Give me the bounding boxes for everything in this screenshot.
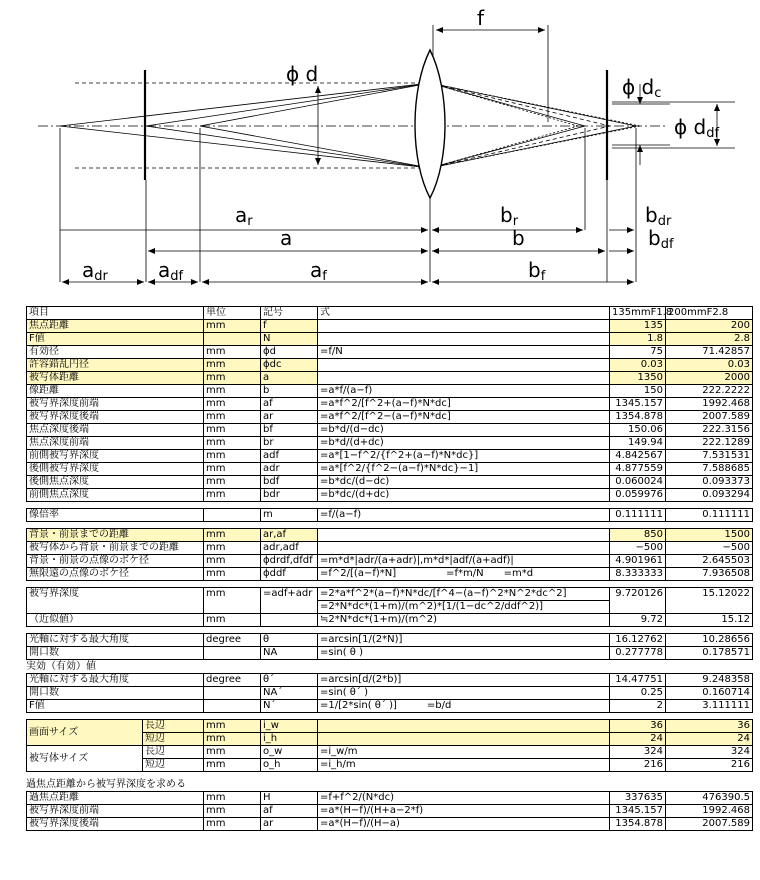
cell-unit: mm (204, 489, 261, 502)
cell-formula (318, 320, 610, 333)
cell-unit: mm (204, 720, 261, 733)
cell-value-1: 1350 (610, 372, 666, 385)
cell-item: 背景・前景までの距離 (27, 529, 204, 542)
cell-unit: mm (204, 424, 261, 437)
table-row (27, 359, 753, 372)
cell-value-2: 0.160714 (666, 687, 753, 700)
cell-value-1: 150.06 (610, 424, 666, 437)
cell-formula (318, 529, 610, 542)
cell-symbol: ar,af (261, 529, 318, 542)
cell-value-2: 24 (666, 733, 753, 746)
cell-formula (318, 542, 610, 555)
cell-item: 後側焦点深度 (27, 476, 204, 489)
table-row (27, 450, 753, 463)
cell-value-2: 2007.589 (666, 411, 753, 424)
cell-value-2: 71.42857 (666, 346, 753, 359)
cell-symbol: bdr (261, 489, 318, 502)
table-row (27, 424, 753, 437)
header-lens1: 135mmF1.8 (610, 307, 666, 320)
cell-formula: =b*d/(d−dc) (318, 424, 610, 437)
cell-value-2: 36 (666, 720, 753, 733)
cell-value-1: 0.25 (610, 687, 666, 700)
cell-unit: mm (204, 411, 261, 424)
cell-item: 過焦点距離 (27, 792, 204, 805)
cell-value-2: 222.1289 (666, 437, 753, 450)
cell-symbol: adr,adf (261, 542, 318, 555)
table-row (27, 463, 753, 476)
cell-value-1: 9.720126 (610, 588, 666, 601)
label-adr: adr (82, 258, 108, 284)
cell-formula: =f+f^2/(N*dc) (318, 792, 610, 805)
header-lens2: 200mmF2.8 (666, 307, 753, 320)
table-row (27, 601, 753, 614)
table-row (27, 437, 753, 450)
short-side-label: 短辺 (143, 733, 204, 746)
cell-unit: mm (204, 529, 261, 542)
cell-unit: mm (204, 476, 261, 489)
table-row (27, 614, 753, 627)
calculation-sheet (26, 306, 752, 831)
cell-formula (318, 333, 610, 346)
cell-formula: =a*[1−f^2/{f^2+(a−f)*N*dc}] (318, 450, 610, 463)
long-side-label: 長辺 (143, 720, 204, 733)
cell-symbol: b (261, 385, 318, 398)
label-bf: bf (528, 258, 546, 284)
cell-value-2: 476390.5 (666, 792, 753, 805)
cell-value-1: 850 (610, 529, 666, 542)
cell-formula: ≒2*N*dc*(1+m)/(m^2) (318, 614, 610, 627)
cell-item: 被写界深度前端 (27, 805, 204, 818)
table-row (27, 476, 753, 489)
cell-value-2: 216 (666, 759, 753, 772)
cell-value-2: 222.2222 (666, 385, 753, 398)
cell-value-1: 9.72 (610, 614, 666, 627)
table-row (27, 411, 753, 424)
cell-value-2: 2.645503 (666, 555, 753, 568)
table-row (27, 509, 753, 522)
cell-item: 後側被写界深度 (27, 463, 204, 476)
cell-symbol: =adf+adr (261, 588, 318, 601)
table-row (27, 555, 753, 568)
cell-value-1: 0.111111 (610, 509, 666, 522)
cell-formula: =a*f/(a−f) (318, 385, 610, 398)
cell-item: 被写界深度後端 (27, 818, 204, 831)
cell-item: 焦点深度後端 (27, 424, 204, 437)
cell-value-1: 1345.157 (610, 398, 666, 411)
cell-formula: =arcsin[1/(2*N)] (318, 634, 610, 647)
header-formula: 式 (318, 307, 610, 320)
lens (415, 50, 445, 198)
cell-symbol: ar (261, 411, 318, 424)
cell-unit: mm (204, 733, 261, 746)
cell-unit (204, 333, 261, 346)
effective-table (26, 673, 753, 713)
long-side-label: 長辺 (143, 746, 204, 759)
cell-value-2: 0.093373 (666, 476, 753, 489)
cell-symbol: θ (261, 634, 318, 647)
cell-unit: mm (204, 555, 261, 568)
cell-symbol: H (261, 792, 318, 805)
label-bdr: bdr (645, 203, 672, 229)
cell-value-1: 1354.878 (610, 818, 666, 831)
cell-value-2: −500 (666, 542, 753, 555)
cell-unit: mm (204, 568, 261, 581)
cell-formula: =a*(H−f)/(H+a−2*f) (318, 805, 610, 818)
cell-value-2: 7.531531 (666, 450, 753, 463)
cell-value-1: 16.12762 (610, 634, 666, 647)
cell-value-2: 324 (666, 746, 753, 759)
cell-symbol: NA´ (261, 687, 318, 700)
cell-symbol: NA (261, 647, 318, 660)
label-adf: adf (158, 258, 184, 284)
cell-formula: =m*d*|adr/(a+adr)|,m*d*|adf/(a+adf)| (318, 555, 610, 568)
cell-item: （近似値） (27, 614, 204, 627)
cell-value-2: 15.12 (666, 614, 753, 627)
cell-unit: mm (204, 398, 261, 411)
cell-formula: =sin( θ ) (318, 647, 610, 660)
cell-unit: mm (204, 542, 261, 555)
cell-value-2: 9.248358 (666, 674, 753, 687)
cell-value-1: 2 (610, 700, 666, 713)
cell-value-1: 36 (610, 720, 666, 733)
cell-symbol: o_w (261, 746, 318, 759)
cell-value-2: 0.111111 (666, 509, 753, 522)
cell-unit: mm (204, 746, 261, 759)
cell-symbol: af (261, 398, 318, 411)
cell-value-1: 1345.157 (610, 805, 666, 818)
subject-size-label: 被写体サイズ (27, 746, 143, 772)
hyperfocal-heading: 過焦点距離から被写界深度を求める (26, 779, 186, 790)
cell-symbol: adf (261, 450, 318, 463)
cell-item: 前側被写界深度 (27, 450, 204, 463)
table-row (27, 647, 753, 660)
cell-value-1: 75 (610, 346, 666, 359)
cell-unit: mm (204, 346, 261, 359)
cell-value-2: 1500 (666, 529, 753, 542)
cell-unit (204, 687, 261, 700)
cell-unit: mm (204, 614, 261, 627)
cell-symbol: br (261, 437, 318, 450)
magnification-table (26, 508, 753, 522)
cell-unit: mm (204, 320, 261, 333)
cell-value-1: 14.47751 (610, 674, 666, 687)
cell-value-2: 0.178571 (666, 647, 753, 660)
label-b: b (512, 226, 525, 250)
cell-unit: mm (204, 359, 261, 372)
cell-item: 被写界深度 (27, 588, 204, 601)
cell-value-1: 4.842567 (610, 450, 666, 463)
cell-unit: mm (204, 437, 261, 450)
table-row (27, 818, 753, 831)
table-row (27, 568, 753, 581)
table-row (27, 588, 753, 601)
bokeh-table (26, 528, 753, 581)
cell-value-2: 7.936508 (666, 568, 753, 581)
cell-value-1: 135 (610, 320, 666, 333)
main-table (26, 306, 753, 502)
cell-symbol: f (261, 320, 318, 333)
cell-item: 像距離 (27, 385, 204, 398)
cell-formula: =sin( θ´ ) (318, 687, 610, 700)
short-side-label: 短辺 (143, 759, 204, 772)
cell-value-1: 24 (610, 733, 666, 746)
cell-value-2: 15.12022 (666, 588, 753, 601)
cell-formula: =arcsin[d/(2*b)] (318, 674, 610, 687)
cell-item: 焦点距離 (27, 320, 204, 333)
label-af: af (310, 258, 327, 284)
cell-value-2: 200 (666, 320, 753, 333)
cell-symbol: a (261, 372, 318, 385)
table-row (27, 674, 753, 687)
table-row (27, 542, 753, 555)
cell-unit (204, 647, 261, 660)
cell-formula: =f^2/[(a−f)*N] =f*m/N =m*d (318, 568, 610, 581)
cell-unit: mm (204, 759, 261, 772)
table-row (27, 805, 753, 818)
cell-formula: =a*f^2/[f^2+(a−f)*N*dc] (318, 398, 610, 411)
cell-symbol: ϕdc (261, 359, 318, 372)
cell-symbol: θ´ (261, 674, 318, 687)
cell-value-1: 216 (610, 759, 666, 772)
optics-diagram (0, 0, 760, 300)
cell-value-1: 1354.878 (610, 411, 666, 424)
cell-item: 無限遠の点像のボケ径 (27, 568, 204, 581)
cell-formula: =i_w/m (318, 746, 610, 759)
cell-value-2: 1992.468 (666, 398, 753, 411)
cell-item: 開口数 (27, 687, 204, 700)
label-a: a (280, 226, 293, 250)
cell-symbol: N´ (261, 700, 318, 713)
header-item: 項目 (27, 307, 204, 320)
cell-unit: degree (204, 634, 261, 647)
angle-table (26, 633, 753, 660)
table-row (27, 489, 753, 502)
cell-unit (204, 700, 261, 713)
header-symbol: 記号 (261, 307, 318, 320)
table-row (27, 700, 753, 713)
cell-item: 被写界深度前端 (27, 398, 204, 411)
cell-value-1: 324 (610, 746, 666, 759)
label-phi-dc: ϕ dc (622, 75, 662, 101)
label-bdf: bdf (648, 226, 674, 252)
cell-formula: =i_h/m (318, 759, 610, 772)
cell-formula: =2*N*dc*(1+m)/(m^2)*[1/(1−dc^2/ddf^2)] (318, 601, 610, 614)
table-row (27, 634, 753, 647)
cell-formula: =b*dc/(d−dc) (318, 476, 610, 489)
cell-unit (204, 509, 261, 522)
cell-item: F値 (27, 333, 204, 346)
cell-item: 有効径 (27, 346, 204, 359)
table-row (27, 333, 753, 346)
cell-symbol: ϕd (261, 346, 318, 359)
cell-value-2: 2007.589 (666, 818, 753, 831)
cell-formula (318, 359, 610, 372)
cell-value-1: 4.877559 (610, 463, 666, 476)
hyperfocal-table (26, 791, 753, 831)
cell-value-1: 150 (610, 385, 666, 398)
label-ar: ar (235, 203, 253, 229)
cell-symbol: N (261, 333, 318, 346)
cell-symbol: o_h (261, 759, 318, 772)
cell-item: 光軸に対する最大角度 (27, 634, 204, 647)
table-row (27, 398, 753, 411)
cell-value-1: 149.94 (610, 437, 666, 450)
cell-value-2: 3.111111 (666, 700, 753, 713)
cell-unit: mm (204, 463, 261, 476)
header-unit: 単位 (204, 307, 261, 320)
table-row (27, 372, 753, 385)
cell-value-2: 222.3156 (666, 424, 753, 437)
cell-formula (318, 720, 610, 733)
cell-item: 被写界深度後端 (27, 411, 204, 424)
cell-value-1: 0.060024 (610, 476, 666, 489)
cell-item: 前側焦点深度 (27, 489, 204, 502)
cell-formula (318, 733, 610, 746)
table-row (27, 746, 753, 759)
cell-unit: mm (204, 372, 261, 385)
table-row (27, 346, 753, 359)
cell-unit: degree (204, 674, 261, 687)
cell-value-1: 0.059976 (610, 489, 666, 502)
cell-unit: mm (204, 818, 261, 831)
cell-item: 像倍率 (27, 509, 204, 522)
size-table (26, 719, 753, 772)
cell-formula: =a*(H−f)/(H−a) (318, 818, 610, 831)
cell-item: 許容錯乱円径 (27, 359, 204, 372)
effective-heading: 実効（有効）値 (26, 661, 96, 672)
label-phi-ddf: ϕ ddf (674, 115, 720, 141)
cell-item: 光軸に対する最大角度 (27, 674, 204, 687)
header-row (27, 307, 753, 320)
cell-symbol: m (261, 509, 318, 522)
cell-value-2: 2000 (666, 372, 753, 385)
cell-formula: =1/[2*sin( θ´ )] =b/d (318, 700, 610, 713)
label-br: br (500, 203, 519, 229)
cell-formula: =2*a*f^2*(a−f)*N*dc/[f^4−(a−f)^2*N^2*dc^2] (318, 588, 610, 601)
cell-value-2: 1992.468 (666, 805, 753, 818)
cell-symbol: bf (261, 424, 318, 437)
cell-value-1: 8.333333 (610, 568, 666, 581)
cell-symbol: adr (261, 463, 318, 476)
cell-item: 被写体から背景・前景までの距離 (27, 542, 204, 555)
table-row (27, 687, 753, 700)
cell-formula (318, 372, 610, 385)
cell-value-1: 337635 (610, 792, 666, 805)
cell-value-1: 1.8 (610, 333, 666, 346)
cell-value-2: 10.28656 (666, 634, 753, 647)
table-row (27, 385, 753, 398)
cell-value-2: 2.8 (666, 333, 753, 346)
cell-unit: mm (204, 588, 261, 601)
cell-symbol: ϕddf (261, 568, 318, 581)
cell-item: F値 (27, 700, 204, 713)
cell-formula: =f/(a−f) (318, 509, 610, 522)
cell-symbol: ar (261, 818, 318, 831)
cell-formula: =a*[f^2/{f^2−(a−f)*N*dc}−1] (318, 463, 610, 476)
cell-formula: =b*dc/(d+dc) (318, 489, 610, 502)
cell-symbol: i_h (261, 733, 318, 746)
cell-value-2: 7.588685 (666, 463, 753, 476)
cell-item: 開口数 (27, 647, 204, 660)
screen-size-label: 画面サイズ (27, 720, 143, 746)
cell-unit: mm (204, 792, 261, 805)
cell-item: 被写体距離 (27, 372, 204, 385)
cell-unit: mm (204, 385, 261, 398)
label-f: f (477, 6, 485, 30)
cell-formula: =a*f^2/[f^2−(a−f)*N*dc] (318, 411, 610, 424)
cell-formula: =f/N (318, 346, 610, 359)
table-row (27, 792, 753, 805)
cell-unit: mm (204, 805, 261, 818)
cell-value-1: 0.03 (610, 359, 666, 372)
table-row (27, 529, 753, 542)
cell-value-2: 0.03 (666, 359, 753, 372)
cell-symbol: bdf (261, 476, 318, 489)
label-phi-d: ϕ d (286, 62, 319, 86)
cell-formula: =b*d/(d+dc) (318, 437, 610, 450)
dof-table (26, 587, 753, 627)
cell-symbol: af (261, 805, 318, 818)
cell-value-2: 0.093294 (666, 489, 753, 502)
cell-symbol: ϕdrdf,dfdf (261, 555, 318, 568)
cell-item: 焦点深度前端 (27, 437, 204, 450)
cell-item: 背景・前景の点像のボケ径 (27, 555, 204, 568)
cell-unit: mm (204, 450, 261, 463)
cell-value-1: 4.901961 (610, 555, 666, 568)
table-row (27, 320, 753, 333)
table-row (27, 720, 753, 733)
cell-symbol: i_w (261, 720, 318, 733)
cell-value-1: −500 (610, 542, 666, 555)
cell-value-1: 0.277778 (610, 647, 666, 660)
